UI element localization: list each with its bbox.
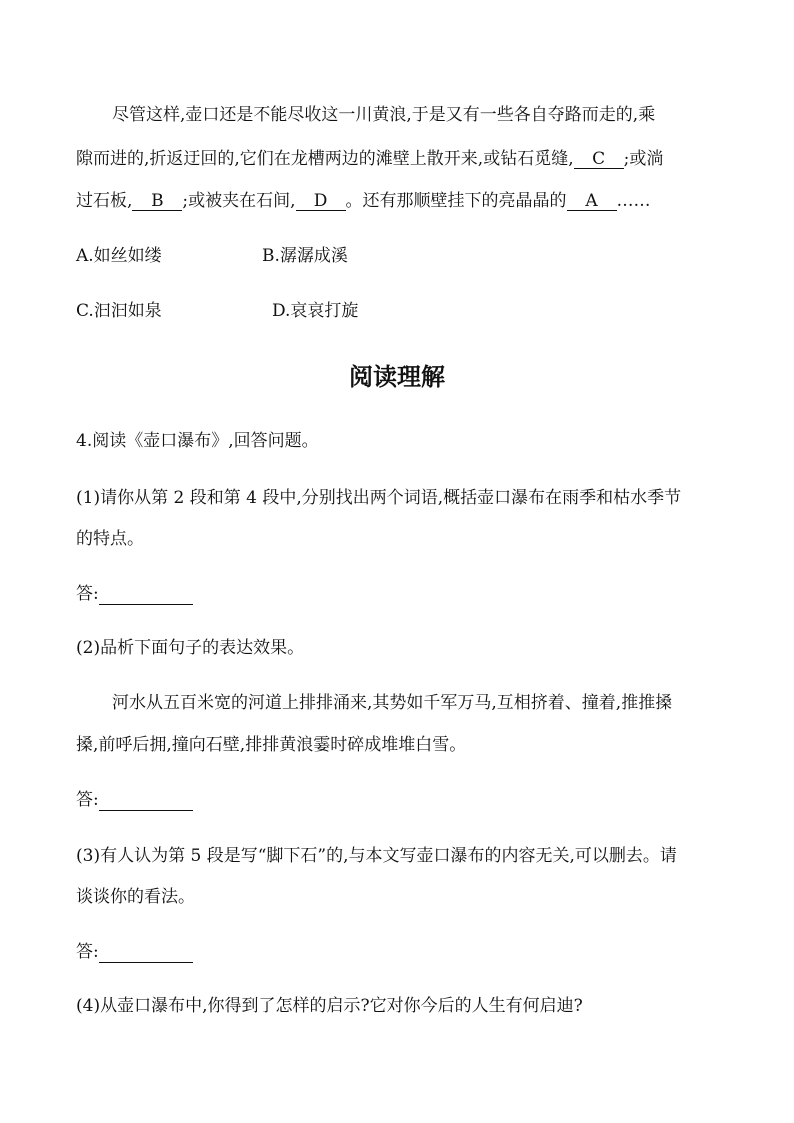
- passage-line-2: [76, 148, 663, 170]
- option-d: D.哀哀打旋: [272, 301, 359, 321]
- fill-blank-b: B: [132, 192, 182, 211]
- question-1-line-1: (1)请你从第 2 段和第 4 段中,分别找出两个词语,概括壶口瀑布在雨季和枯水季节: [76, 488, 682, 508]
- fill-blank-d: D: [296, 192, 346, 211]
- passage-text: ;或淌: [623, 149, 664, 169]
- option-b: B.潺潺成溪: [262, 246, 348, 266]
- answer-label: 答:: [76, 942, 99, 962]
- passage-text: ;或被夹在石间,: [182, 191, 296, 211]
- passage-text: 隙而进的,折返迂回的,它们在龙槽两边的滩壁上散开来,或钻石觅缝,: [76, 149, 574, 169]
- passage-text: ……: [616, 191, 651, 211]
- option-a: A.如丝如缕: [76, 246, 162, 266]
- fill-blank-a: A: [567, 192, 617, 211]
- answer-label: 答:: [76, 584, 99, 604]
- answer-3: [76, 941, 193, 963]
- passage-line-3: [76, 190, 651, 212]
- answer-2-field[interactable]: [99, 792, 193, 811]
- question-2-quote-line-2: 搡,前呼后拥,撞向石壁,排排黄浪霎时碎成堆堆白雪。: [76, 735, 467, 755]
- passage-line-1: [112, 104, 655, 126]
- option-c: C.汩汩如泉: [76, 301, 162, 321]
- question-1-line-2: 的特点。: [76, 529, 144, 549]
- fill-blank-c: C: [574, 150, 624, 169]
- question-2: (2)品析下面句子的表达效果。: [76, 638, 305, 658]
- passage-text: 过石板,: [76, 191, 133, 211]
- section-title: 阅读理解: [349, 363, 445, 391]
- question-intro: 4.阅读《壶口瀑布》,回答问题。: [76, 431, 319, 451]
- question-2-quote-line-1: 河水从五百米宽的河道上排排涌来,其势如千军万马,互相挤着、撞着,推推搡: [112, 693, 673, 713]
- answer-1: [76, 583, 193, 605]
- question-3-line-1: (3)有人认为第 5 段是写“脚下石”的,与本文写壶口瀑布的内容无关,可以删去。请: [76, 846, 677, 866]
- question-3-line-2: 谈谈你的看法。: [76, 887, 195, 907]
- passage-text: 。还有那顺壁挂下的亮晶晶的: [345, 191, 567, 211]
- answer-label: 答:: [76, 790, 99, 810]
- answer-3-field[interactable]: [99, 944, 193, 963]
- answer-1-field[interactable]: [99, 586, 193, 605]
- question-4: (4)从壶口瀑布中,你得到了怎样的启示?它对你今后的人生有何启迪?: [76, 996, 583, 1016]
- passage-text: 尽管这样,壶口还是不能尽收这一川黄浪,于是又有一些各自夺路而走的,乘: [112, 105, 656, 125]
- answer-2: [76, 789, 193, 811]
